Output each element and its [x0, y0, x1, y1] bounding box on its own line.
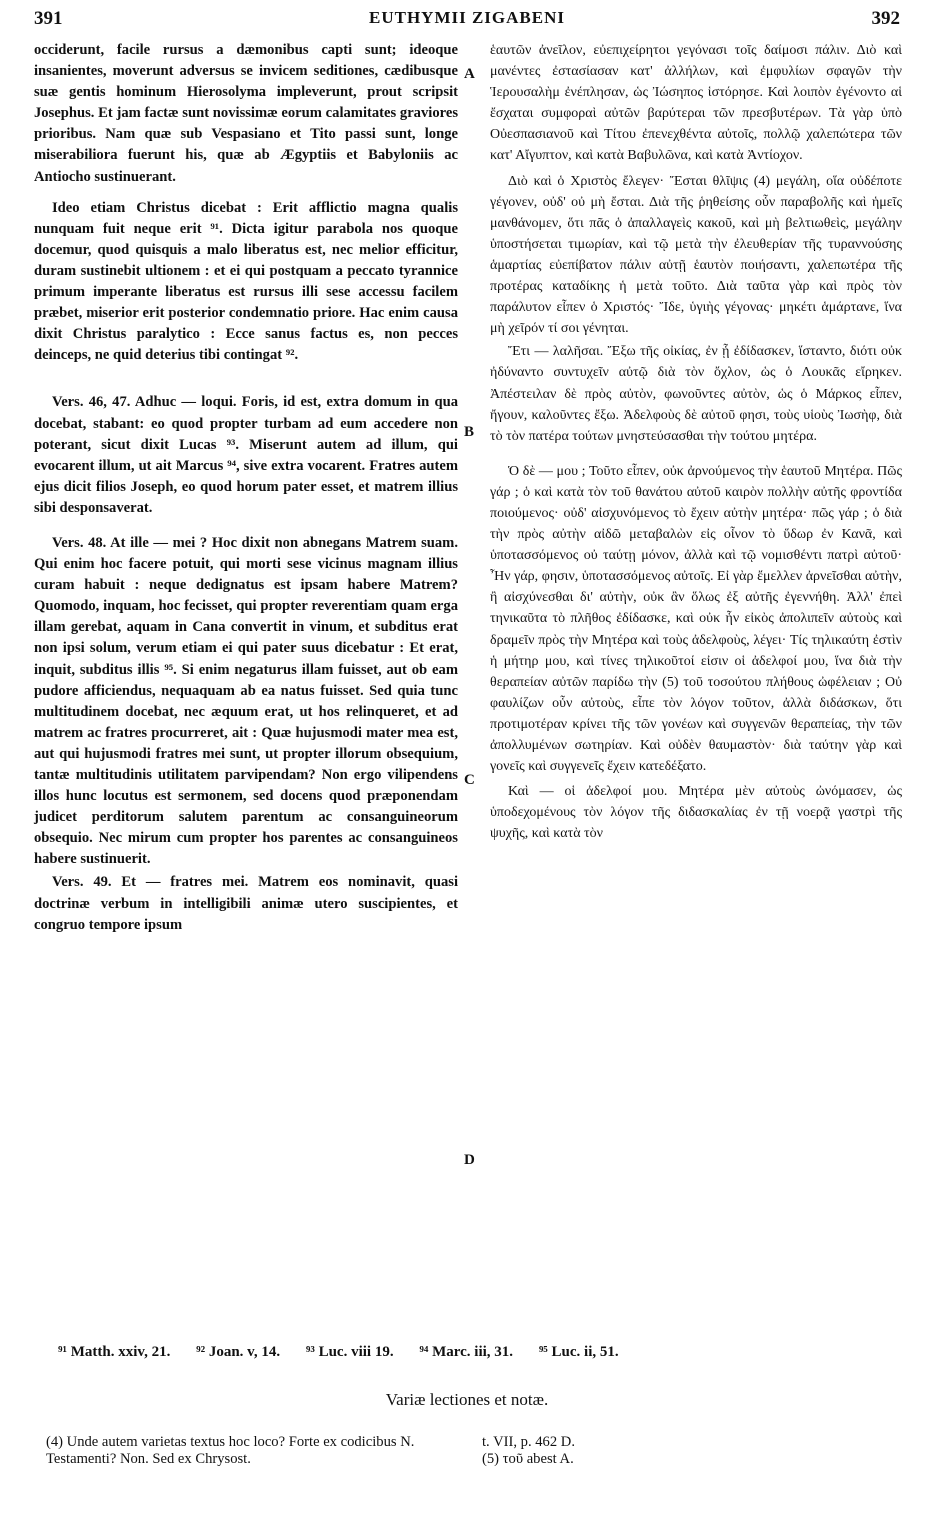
note-line: t. VII, p. 462 D.: [482, 1434, 575, 1450]
greek-paragraph: Ἔτι — λαλῆσαι. Ἔξω τῆς οἰκίας, ἐν ᾗ ἐδίδασκεν, ἵσταντο, διότι οὐκ ἠδύναντο συντυχεῖν αὐτῷ διὰ τὸν ὄχλον, ὡς ὁ Λουκᾶς εἴρηκεν. Ἀπέστειλαν δὲ πρὸς αὐτὸν, φωνοῦντες αὐτὸν, ὡς ὁ Μάρκος εἶπεν, ἤγουν, καλοῦντες ἔξω. Ἀδελφοὺς δὲ αὐτοῦ φησι, τοὺς υἱοὺς Ἰωσὴφ, διὰ τὸ τὸν πατέρα τούτων μνηστεύσασθαι τὴν τούτου μητέρα.: [490, 344, 902, 444]
margin-mark-b: B: [464, 424, 475, 440]
latin-paragraph: Vers. 49. Et — fratres mei. Matrem eos nominavit, quasi doctrinæ verbum in intelligibili animæ utero suscipientes, et congruo tempore ipsum: [34, 874, 458, 933]
greek-column: [490, 40, 902, 844]
page-number-right: 392: [871, 8, 900, 29]
notes-title: Variæ lectiones et notæ.: [385, 1390, 549, 1409]
page-number-left: 391: [34, 8, 63, 29]
latin-column: [34, 40, 458, 936]
latin-paragraph: Vers. 46, 47. Adhuc — loqui. Foris, id est, extra domum in qua docebat, stabant: eo quod propter turbam ad eum accedere non poterant, sicut dixit Lucas ⁹³. Miserunt autem ad illum, qui evocarent illum, ut ait Marcus ⁹⁴, sive extra vocarent. Fratres autem ejus dicit filios Joseph, eo quod horum pater esset, et matrem illius sibi desponsaverat.: [34, 394, 458, 516]
greek-paragraph: Καὶ — οἱ ἀδελφοί μου. Μητέρα μὲν αὐτοὺς ὠνόμασεν, ὡς ὑποδεχομένους τὸν λόγον τῆς διδασκαλίας ἐν τῇ νοερᾷ γαστρὶ τῆς ψυχῆς, καὶ κατὰ τὸν: [490, 784, 902, 842]
latin-paragraph: Vers. 48. At ille — mei ? Hoc dixit non abnegans Matrem suam. Qui enim hoc facere potuit, qui morti sese vicinus magnam illius curam habuit : neque dedignatus est ipsam habere Matrem? Quomodo, inquam, hoc fecisset, qui propter reverentiam quam erga illam gerebat, aquam in Cana convertit in vinum, et subditus erat non ipsi solum, verum etiam ei qui pater suus dicebatur : Et erat, inquit, subditus illis ⁹⁵. Si enim negaturus illam fuisset, aut ob eam pudore afficiendus, nequaquam ab ea natus fuisset. Sed quia tunc multitudinem docebat, nec æquum erat, ut hos relinqueret, et ad matrem ac fratres procurreret, ait : Quæ hujusmodi mater mea est, aut qui hujusmodi fratres mei sunt, ut propter illorum obsequium, tantæ multitudinis utilitatem parvipendam? Non ergo vilipendens illos hunc locutus est sermonem, sed docens quod præponendam judicet perditorum salutem parentum ac consanguineorum obsequio. Nec mirum cum propter hos parentes ac consanguineos habere sustinuerit.: [34, 534, 458, 868]
greek-paragraph: Ὁ δὲ — μου ; Τοῦτο εἶπεν, οὐκ ἀρνούμενος τὴν ἑαυτοῦ Μητέρα. Πῶς γάρ ; ὁ καὶ κατὰ τὸν τοῦ θανάτου αὐτοῦ καιρὸν πολλὴν αὐτῆς φροντίδα ποιούμενος· οὐδ' αἰσχυνόμενος τὸ ἔχειν αὐτὴν μητέρα· πῶς γάρ ; ὁ διὰ τὴν πρὸς αὐτὴν αἰδῶ μεταβαλὼν εἰς οἶνον τὸ ὕδωρ ἐν Κανᾶ, καὶ ὑποτασσόμενος οὐ ταύτῃ μόνον, ἀλλὰ καὶ τῷ νομισθέντι πατρὶ αὐτοῦ· Ἦν γάρ, φησιν, ὑποτασσόμενος αὐτοῖς. Εἰ γὰρ ἔμελλεν ἀρνεῖσθαι αὐτὴν, ἢ αἰσχύνεσθαι δι' αὐτὴν, οὐκ ἂν ὅλως ἐξ αὐτῆς ἐγεννήθη. Ἀλλ' ἐπεὶ τηνικαῦτα τὸ πλῆθος ἐδίδασκε, καὶ οὐκ ἦν εἰκὸς ἀπολιπεῖν αὐτοὺς καὶ δραμεῖν πρὸς τὴν Μητέρα καὶ τοὺς ἀδελφοὺς, λέγει· Τίς τηλικαύτη ἐστὶν ἡ μήτηρ μου, καὶ τίνες τηλικοῦτοί εἰσιν οἱ ἀδελφοί μου, ἵνα διὰ τὴν θεραπείαν αὐτῶν παρίδω τὴν (5) τοῦ τοσούτου πλήθους ὠφέλειαν ; Οὐ φαυλίζων οὖν αὐτοὺς, εἶπε τὸν λόγον τοῦτον, ἀλλὰ διδάσκων, ὅτι προτιμοτέραν κρίνει τῆς τῶν γονέων καὶ συγγενῶν θεραπείας, τὴν τῶν ἀπολλυμένων σωτηρίαν. Καὶ οὐδὲν θαυμαστὸν· διὰ ταύτην γὰρ καὶ γονεῖς καὶ συγγενεῖς ἔχειν κατεδέξατο.: [490, 463, 902, 775]
reference-item: ⁹³ Luc. viii 19.: [305, 1344, 394, 1360]
reference-item: ⁹¹ Matth. xxiv, 21.: [58, 1344, 171, 1360]
margin-mark-d: D: [464, 1152, 475, 1168]
greek-paragraph: ἑαυτῶν ἀνεῖλον, εὐεπιχείρητοι γεγόνασι τοῖς δαίμοσι πάλιν. Διὸ καὶ μανέντες ἐστασίασαν κατ' ἀλλήλων, καὶ ἐμφυλίων σφαγῶν τὴν Ἱερουσαλὴμ ἐνέπλησαν, ὡς Ἰώσηπος ἱστόρησε. Καὶ λοιπὸν ἐγένοντο αἱ ἔσχαται συμφοραὶ αὐτῶν βαρύτεραι τῶν πρεσβυτέρων. Τὰ γὰρ ὑπὸ Οὐεσπασιανοῦ καὶ Τίτου ἐπενεχθέντα αὐτοῖς, πολλῷ χαλεπώτερα τῶν κατ' Αἴγυπτον, καὶ κατὰ Βαβυλῶνα, καὶ κατὰ Ἀντίοχον.: [490, 43, 902, 164]
running-title: EUTHYMII ZIGABENI: [368, 8, 565, 27]
latin-paragraph: occiderunt, facile rursus a dæmonibus capti sunt; ideoque insanientes, moverunt adversus se invicem seditiones, cædibusque suæ gentis hominum Hierosolyma impleverunt, prout scripsit Josephus. Et jam factæ sunt novissimæ eorum calamitates graviores prioribus. Nam quæ sub Vespasiano et Tito passi sunt, longe miserabiliora fuerunt his, quæ ab Ægyptiis et Babyloniis ac Antiocho sustinuerant.: [34, 42, 458, 185]
page-header: [34, 8, 900, 38]
margin-mark-a: A: [464, 66, 475, 82]
reference-item: ⁹⁵ Luc. ii, 51.: [538, 1344, 619, 1360]
margin-mark-c: C: [464, 772, 475, 788]
reference-item: ⁹⁴ Marc. iii, 31.: [419, 1344, 514, 1360]
greek-paragraph: Διὸ καὶ ὁ Χριστὸς ἔλεγεν· Ἔσται θλῖψις (4) μεγάλη, οἵα οὐδέποτε γέγονεν, οὐδ' οὐ μὴ ἔσται. Διὰ τῆς ῥηθείσης οὖν παραβολῆς καὶ ἡμεῖς μανθάνομεν, ὅτι πᾶς ὁ ἀπαλλαγεὶς κακοῦ, καὶ μὴ βελτιωθεὶς, μεγάλην ὑποστήσεται τιμωρίαν, καὶ τῷ μετὰ τὴν ἐλευθερίαν τῆς τυραννούσης ἁμαρτίας εὐεπίβατον πάλιν αὐτῇ ἑαυτὸν ποιήσαντι, χαλεπωτέρα τῆς προτέρας καταδίκης ἡ μετὰ τοῦτο. Διὰ ταῦτα γὰρ καὶ πρὸς τὸν παράλυτον εἶπεν ὁ Χριστός· Ἴδε, ὑγιὴς γέγονας· μηκέτι ἁμάρτανε, ἵνα μὴ χεῖρόν τί σοι γένηται.: [490, 173, 902, 337]
note-continuation: [482, 1434, 902, 1468]
latin-paragraph: Ideo etiam Christus dicebat : Erit afflictio magna qualis nunquam fuit neque erit ⁹¹. Dicta igitur parabola nos quoque docemur, quod quisquis a malo liberatus est, nec melior efficitur, duram sustinebit ultionem : et ei qui postquam a peccato tyrannice primum imperante liberatus est rursus illi sese accessu facilem præbet, miserior erit posterior condemnatio priore. Hac enim causa dixit Christus paralytico : Ecce sanus factus es, non pecces deinceps, ne quid deterius tibi contingat ⁹².: [34, 199, 458, 364]
scripture-references: [58, 1344, 898, 1361]
note-line: (5) τοῦ abest A.: [482, 1451, 574, 1467]
reference-item: ⁹² Joan. v, 14.: [196, 1344, 281, 1360]
note-text: (4) Unde autem varietas textus hoc loco? Forte ex codicibus N. Testamenti? Non. Sed ex Chrysost.: [46, 1434, 415, 1467]
